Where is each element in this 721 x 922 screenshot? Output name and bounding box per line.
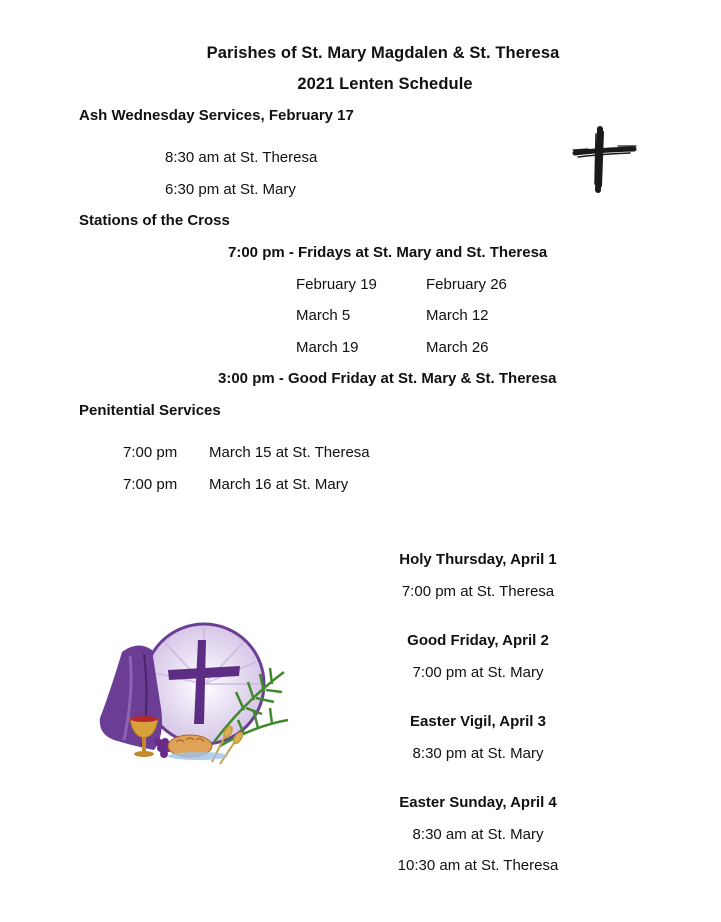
lenten-illustration [94, 622, 290, 768]
stations-date: March 26 [426, 339, 489, 356]
ash-cross-icon [570, 124, 640, 196]
easter-sunday-heading: Easter Sunday, April 4 [399, 794, 557, 811]
stations-date: March 19 [296, 339, 359, 356]
penitential-detail: March 15 at St. Theresa [209, 444, 370, 461]
penitential-heading: Penitential Services [79, 402, 221, 419]
stations-date: February 26 [426, 276, 507, 293]
good-friday-stations-line: 3:00 pm - Good Friday at St. Mary & St. Theresa [218, 370, 557, 387]
stations-fridays-line: 7:00 pm - Fridays at St. Mary and St. Theresa [228, 244, 548, 261]
schedule-title: 2021 Lenten Schedule [297, 75, 473, 93]
good-friday-time: 7:00 pm at St. Mary [412, 664, 544, 681]
easter-vigil-time: 8:30 pm at St. Mary [412, 745, 544, 762]
stations-heading: Stations of the Cross [79, 212, 230, 229]
penitential-time: 7:00 pm [123, 476, 178, 493]
holy-thursday-heading: Holy Thursday, April 1 [399, 551, 557, 568]
stations-date: March 5 [296, 307, 351, 324]
good-friday-heading: Good Friday, April 2 [407, 632, 549, 649]
penitential-detail: March 16 at St. Mary [209, 476, 349, 493]
parishes-title: Parishes of St. Mary Magdalen & St. Theresa [206, 44, 560, 62]
stations-date: March 12 [426, 307, 489, 324]
easter-sunday-time: 8:30 am at St. Mary [412, 826, 544, 843]
ash-wednesday-time-1: 8:30 am at St. Theresa [165, 149, 318, 166]
easter-sunday-time: 10:30 am at St. Theresa [397, 857, 559, 874]
easter-vigil-heading: Easter Vigil, April 3 [410, 713, 546, 730]
penitential-time: 7:00 pm [123, 444, 178, 461]
holy-thursday-time: 7:00 pm at St. Theresa [401, 583, 555, 600]
ash-wednesday-time-2: 6:30 pm at St. Mary [165, 181, 296, 198]
stations-date: February 19 [296, 276, 377, 293]
ash-wednesday-heading: Ash Wednesday Services, February 17 [79, 107, 354, 124]
